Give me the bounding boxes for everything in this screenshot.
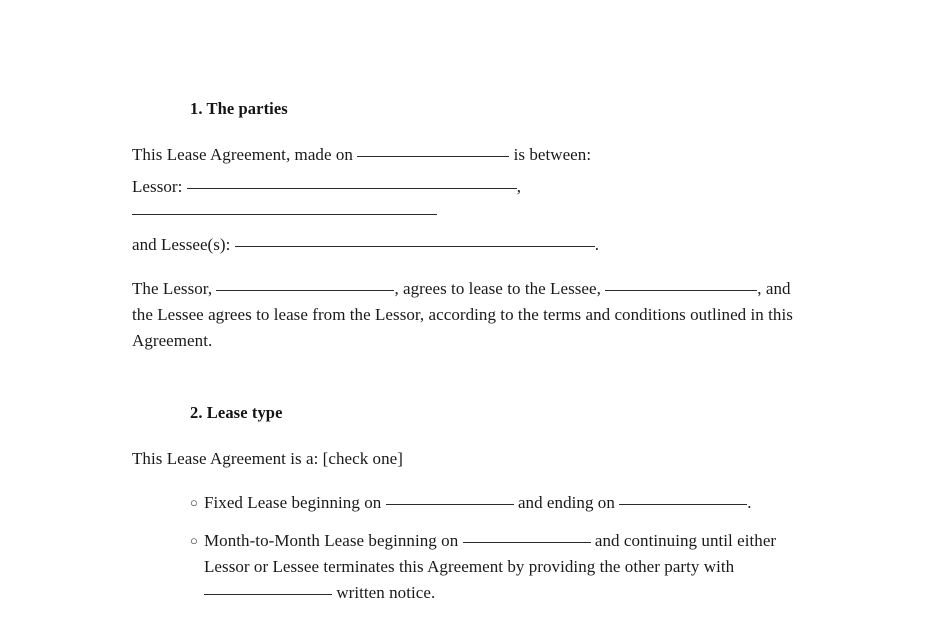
blank-mtm-notice-period[interactable] <box>204 582 332 595</box>
text-mtm-mid: and continuing until <box>594 531 733 550</box>
text-agrees-to-lease: , agrees to lease to the Lessee, <box>394 279 601 298</box>
paragraph-lease-grant <box>132 276 812 354</box>
text-made-on-prefix: This Lease Agreement, made on <box>132 145 353 164</box>
text-fixed-lease-mid: and ending on <box>517 493 615 512</box>
section-heading-lease-type: 2. Lease type <box>190 403 283 422</box>
label-lessor: Lessor: <box>132 177 183 196</box>
blank-mtm-start[interactable] <box>463 530 591 543</box>
paragraph-spacer-1 <box>132 258 812 276</box>
blank-lessee-party[interactable] <box>605 278 757 291</box>
paragraph-spacer-2 <box>132 472 812 490</box>
list-item-month-to-month-lease[interactable] <box>190 528 812 606</box>
paragraph-lessor <box>132 174 812 226</box>
section-spacer <box>132 354 812 402</box>
paragraph-agreement-date <box>132 142 812 168</box>
blank-fixed-lease-start[interactable] <box>386 492 514 505</box>
radio-circle-icon[interactable]: ○ <box>190 533 198 548</box>
paragraph-lease-type-intro: This Lease Agreement is a: [check one] <box>132 449 403 468</box>
text-mtm-line2: either Lessor or Lessee terminates this Agreement by providing the other party <box>204 531 777 576</box>
text-fixed-lease-prefix: Fixed Lease beginning on <box>204 493 382 512</box>
text-mtm-notice: written notice. <box>336 583 436 602</box>
blank-lessor-address[interactable] <box>132 202 437 215</box>
list-item-fixed-lease[interactable] <box>190 490 812 516</box>
document-body <box>132 98 812 606</box>
text-grant-line3: outlined in this Agreement. <box>132 305 793 350</box>
label-lessees: and Lessee(s): <box>132 235 231 254</box>
text-fixed-lease-period: . <box>747 493 752 512</box>
text-lessor-comma: , <box>516 177 522 196</box>
text-mtm-prefix: Month-to-Month Lease beginning on <box>204 531 459 550</box>
text-grant-line2: and the Lessee agrees to lease from the Lessor, according to the terms and conditions <box>132 279 791 324</box>
blank-agreement-date[interactable] <box>357 144 509 157</box>
blank-lessor-party[interactable] <box>216 278 394 291</box>
blank-fixed-lease-end[interactable] <box>619 492 747 505</box>
blank-lessee-names[interactable] <box>235 234 595 247</box>
text-is-between: is between: <box>513 145 592 164</box>
paragraph-lessee <box>132 232 812 258</box>
text-mtm-with: with <box>703 557 735 576</box>
lease-type-options <box>132 490 812 606</box>
text-lessee-period: . <box>594 235 600 254</box>
radio-circle-icon[interactable]: ○ <box>190 495 198 510</box>
text-grant-comma: , <box>757 279 762 298</box>
section-heading-the-parties: 1. The parties <box>190 99 288 118</box>
text-the-lessor: The Lessor, <box>132 279 213 298</box>
blank-lessor-name[interactable] <box>187 176 517 189</box>
